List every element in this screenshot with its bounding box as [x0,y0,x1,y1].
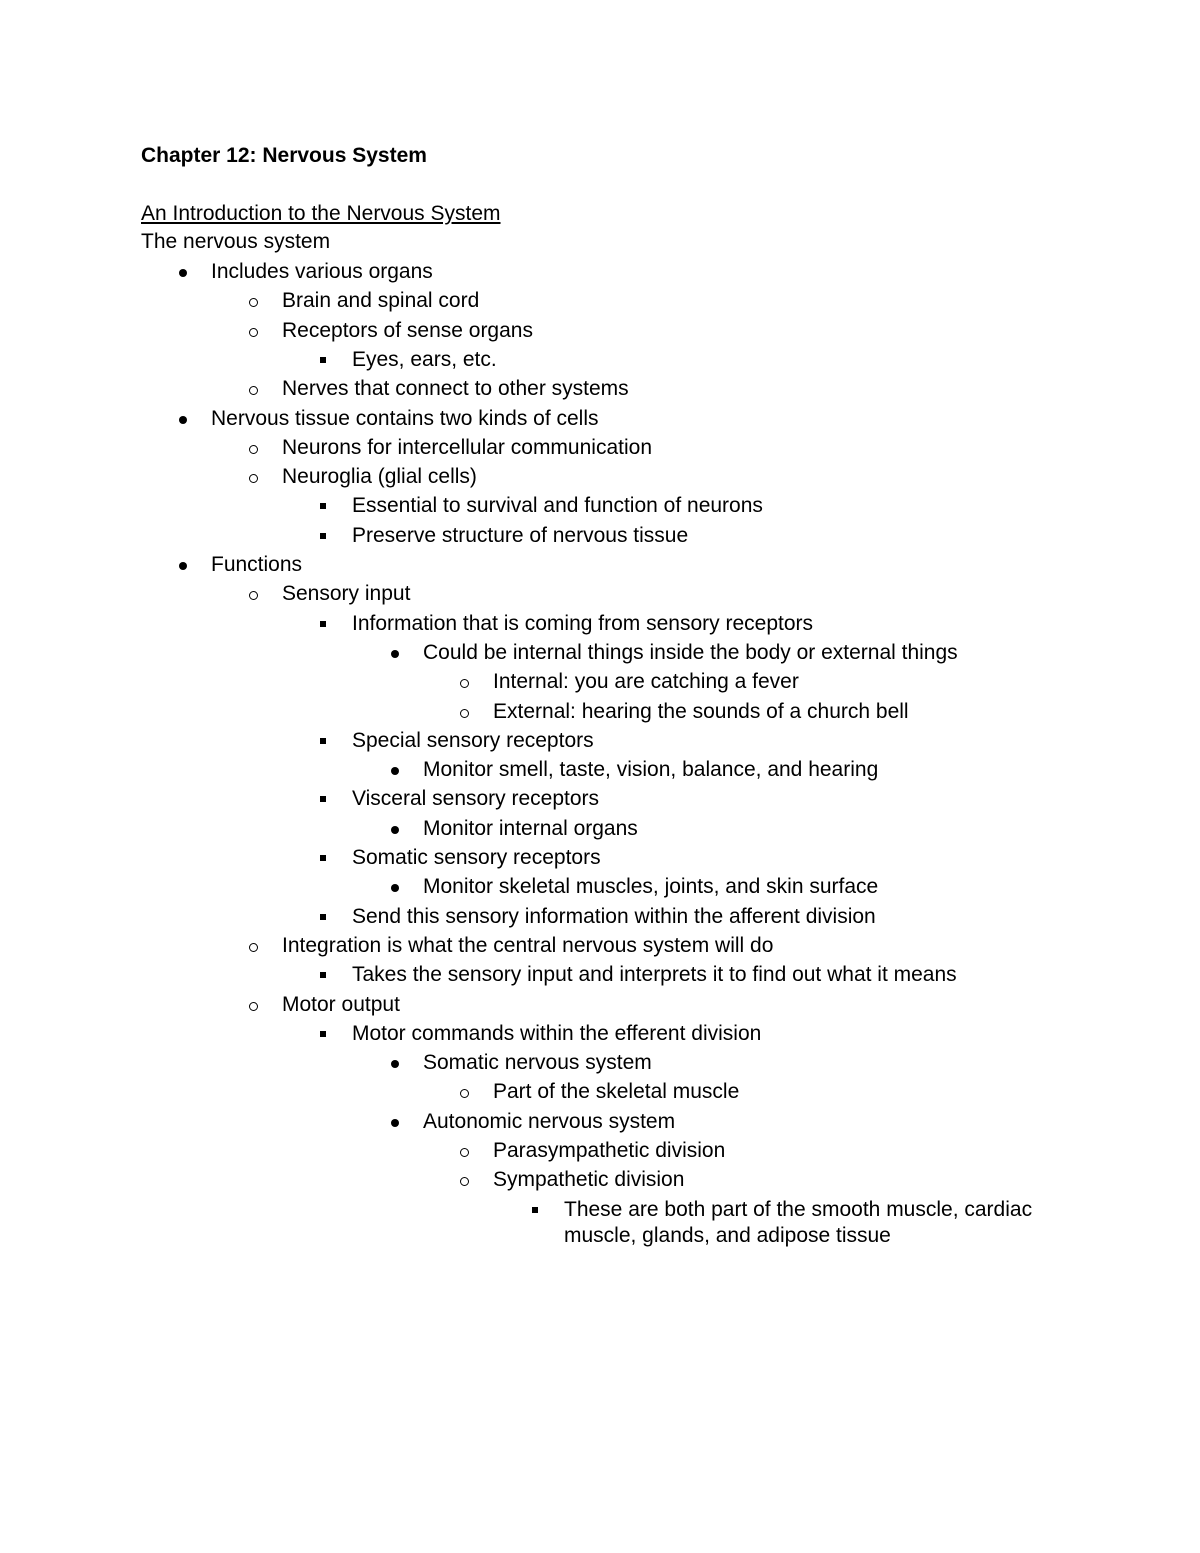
list-item [352,786,599,812]
list-item [423,1109,675,1135]
section-heading: An Introduction to the Nervous System [141,202,501,225]
list-item-text: Somatic sensory receptors [352,846,601,869]
list-item-text: Monitor internal organs [423,816,638,840]
intro-line: The nervous system [141,230,331,253]
list-item [352,962,957,988]
list-item [282,435,652,461]
list-item [493,1079,739,1105]
list-item-text: Nervous tissue contains two kinds of cells [211,406,599,430]
list-item-text: Includes various organs [211,260,433,283]
list-item [352,523,688,549]
list-item [352,845,601,871]
list-item [282,318,533,344]
list-item [282,288,479,314]
list-item-text: Eyes, ears, etc. [352,347,497,371]
list-item-text: Special sensory receptors [352,728,594,752]
list-item [493,1167,684,1193]
list-item [211,406,599,432]
list-item [282,581,410,607]
list-item-text: Integration is what the central nervous system will do [282,933,774,957]
list-item [282,933,773,959]
list-item [282,464,477,490]
list-item-text: Motor output [282,992,400,1016]
list-item [282,992,400,1018]
list-item [423,874,878,900]
list-item-text: Autonomic nervous system [423,1109,676,1133]
list-item-text: Information that is coming from sensory receptors [352,611,814,635]
list-item-text: Sympathetic division [493,1168,685,1192]
list-item-text: Receptors of sense organs [282,318,533,342]
page-title: Chapter 12: Nervous System [141,144,427,167]
list-item [493,669,799,695]
list-item [352,728,594,754]
list-item [352,347,497,373]
list-item-text: Sensory input [282,582,411,606]
list-item-text: Internal: you are catching a fever [493,670,799,694]
list-item-text: Preserve structure of nervous tissue [352,523,689,547]
list-item [493,699,909,725]
list-item-text: Nerves that connect to other systems [282,377,629,401]
list-item-text: Could be internal things inside the body or external things [423,640,958,664]
list-item [352,611,813,637]
list-item [564,1197,1064,1249]
list-item [352,1021,761,1047]
list-item-text: Motor commands within the efferent division [352,1021,762,1045]
list-item-text: Somatic nervous system [423,1051,652,1075]
list-item [423,1050,652,1076]
list-item [211,259,433,285]
list-item-text: Functions [211,553,303,576]
list-item [352,493,763,519]
list-item [282,376,629,402]
list-item-text: Visceral sensory receptors [352,787,600,811]
list-item-text: Neuroglia (glial cells) [282,465,477,489]
list-item-text: Neurons for intercellular communication [282,435,652,459]
list-item-text: External: hearing the sounds of a church bell [493,699,909,723]
list-item-text: Takes the sensory input and interprets it to find out what it means [352,963,957,987]
list-item [493,1138,725,1164]
list-item-text: These are both part of the smooth muscle, cardiac muscle, glands, and adipose tissue [564,1197,1033,1247]
list-item [423,816,638,842]
list-item [423,757,878,783]
list-item [423,640,958,666]
list-item-text: Essential to survival and function of neurons [352,494,763,518]
list-item-text: Parasympathetic division [493,1139,726,1162]
list-item-text: Brain and spinal cord [282,289,480,313]
list-item [352,904,876,930]
list-item-text: Send this sensory information within the afferent division [352,904,876,928]
list-item-text: Part of the skeletal muscle [493,1080,740,1104]
list-item-text: Monitor skeletal muscles, joints, and skin surface [423,875,879,899]
list-item [211,552,302,578]
list-item-text: Monitor smell, taste, vision, balance, and hearing [423,758,879,782]
